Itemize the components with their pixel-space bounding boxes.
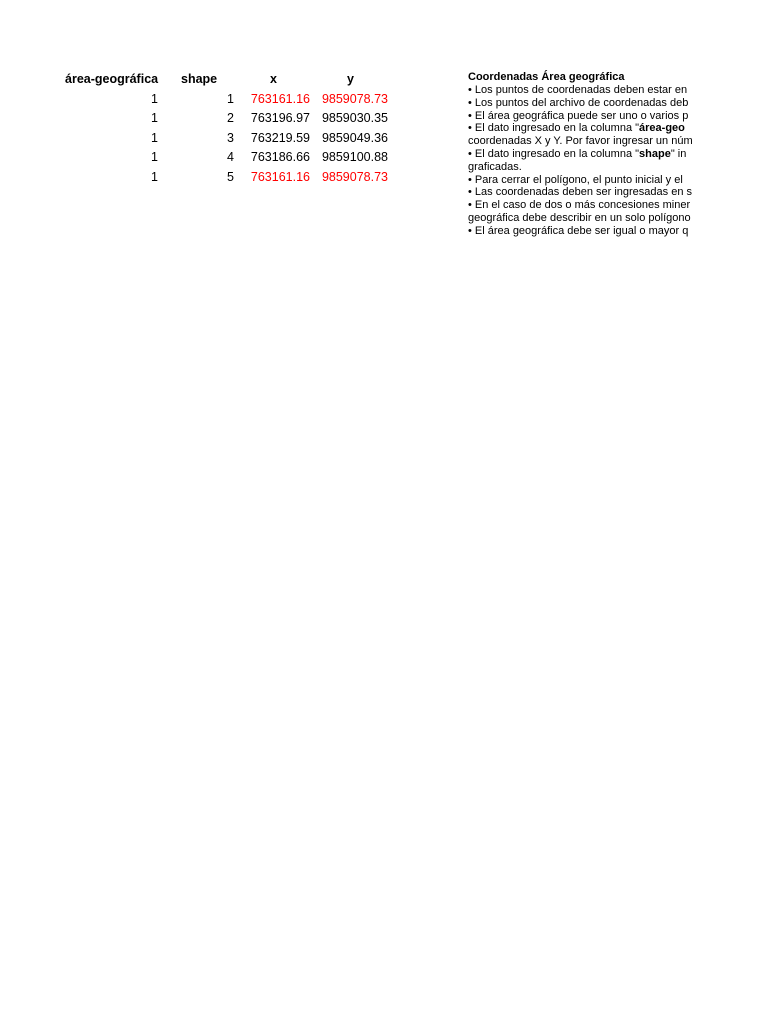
cell-area-geografica[interactable]: 1 (151, 130, 158, 145)
note-line (468, 174, 698, 187)
header-x[interactable]: x (270, 72, 277, 86)
cell-y[interactable]: 9859078.73 (321, 169, 388, 184)
cell-shape[interactable]: 2 (227, 111, 234, 125)
note-text: • Las coordenadas deben ser ingresadas en s (468, 186, 693, 199)
notes-title[interactable]: Coordenadas Área geográfica (468, 71, 625, 83)
cell-y[interactable]: 9859030.35 (321, 111, 388, 125)
note-line (468, 84, 698, 97)
note-text: • El área geográfica puede ser uno o varios p (468, 109, 689, 122)
note-line (468, 186, 698, 199)
cell-shape[interactable]: 1 (227, 91, 234, 106)
note-line (468, 148, 698, 161)
cell-y[interactable]: 9859100.88 (321, 150, 388, 164)
note-text: • En el caso de dos o más concesiones miner (468, 199, 691, 212)
cell-area-geografica[interactable]: 1 (151, 150, 158, 164)
note-line (468, 122, 698, 135)
cell-x[interactable]: 763219.59 (250, 130, 310, 145)
header-y[interactable]: y (347, 72, 354, 86)
notes-lines (468, 84, 698, 238)
note-line (468, 135, 698, 148)
cell-shape[interactable]: 4 (227, 150, 234, 164)
header-shape[interactable]: shape (181, 72, 218, 86)
note-text: • El dato ingresado en la columna " (468, 147, 640, 160)
header-area-geografica[interactable]: área-geográfica (65, 72, 159, 86)
note-text: • El área geográfica debe ser igual o mayor q (468, 224, 689, 237)
cell-x[interactable]: 763161.16 (250, 169, 310, 184)
cell-x[interactable]: 763161.16 (250, 91, 310, 106)
note-line (468, 161, 698, 174)
cell-y[interactable]: 9859078.73 (321, 91, 388, 106)
cell-area-geografica[interactable]: 1 (151, 169, 158, 184)
note-bold-term: shape (639, 147, 671, 160)
note-line (468, 199, 698, 212)
cell-x[interactable]: 763186.66 (250, 150, 310, 164)
note-text: " in (670, 147, 687, 160)
cell-shape[interactable]: 5 (227, 169, 234, 184)
cell-shape[interactable]: 3 (227, 130, 234, 145)
note-text: graficadas. (468, 160, 522, 173)
note-text: • Los puntos de coordenadas deben estar en (468, 84, 688, 96)
note-line (468, 225, 698, 238)
note-text: • Para cerrar el polígono, el punto inicial y el (468, 173, 683, 186)
notes-panel (468, 70, 698, 238)
note-text: • El dato ingresado en la columna " (468, 122, 640, 135)
note-text: geográfica debe describir en un solo polígono (468, 211, 691, 224)
note-text: coordenadas X y Y. Por favor ingresar un núm (468, 135, 693, 148)
note-line (468, 97, 698, 110)
cell-area-geografica[interactable]: 1 (151, 91, 158, 106)
cell-x[interactable]: 763196.97 (250, 111, 310, 125)
note-line (468, 212, 698, 225)
cell-area-geografica[interactable]: 1 (151, 111, 158, 125)
note-line (468, 110, 698, 123)
note-bold-term: área-geo (639, 122, 685, 135)
note-text: • Los puntos del archivo de coordenadas deb (468, 96, 689, 109)
cell-y[interactable]: 9859049.36 (321, 130, 388, 145)
